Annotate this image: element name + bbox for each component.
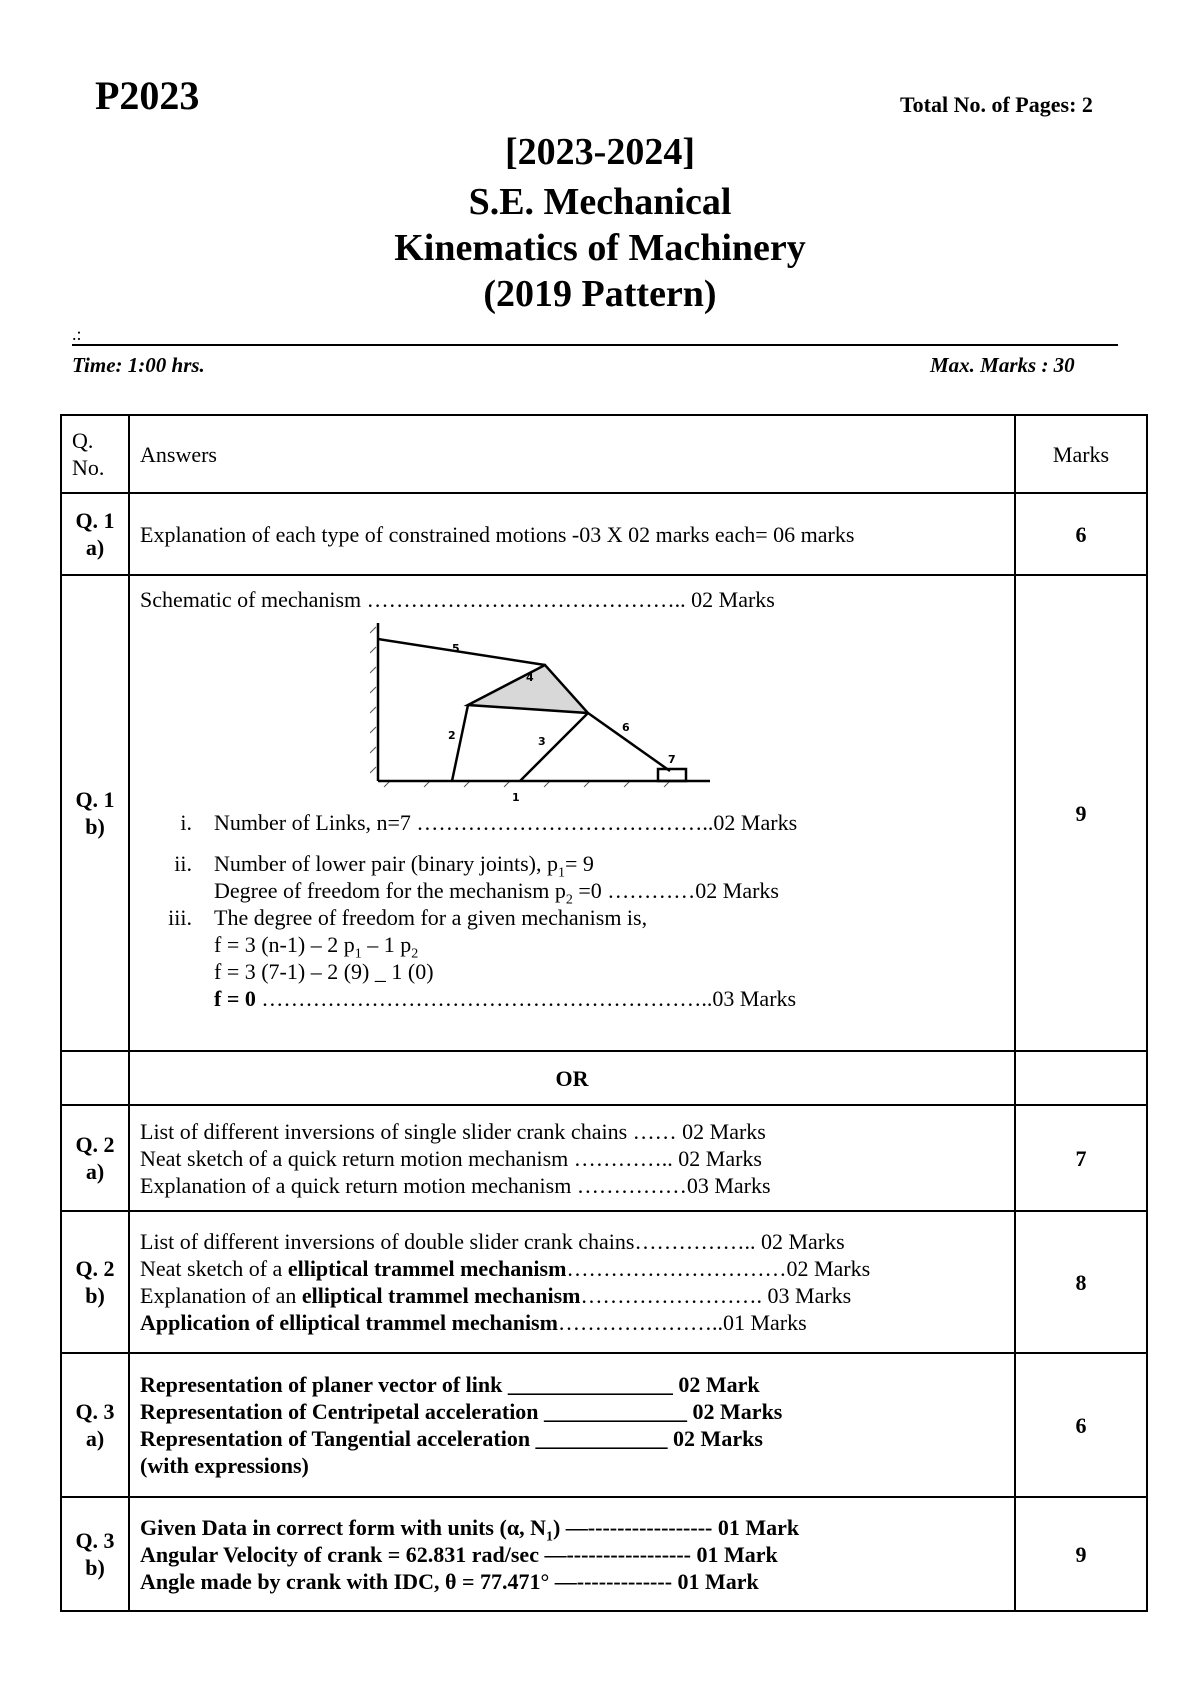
answer-cell bbox=[129, 1105, 1015, 1211]
answer-line: Application of elliptical trammel mechanism…………………..01 Marks bbox=[140, 1310, 807, 1335]
subject-title: Kinematics of Machinery bbox=[394, 227, 806, 269]
list-item: i. Number of Links, n=7 …………………………………..02 Marks bbox=[180, 810, 798, 835]
paper-code: P2023 bbox=[95, 73, 200, 118]
course-title: S.E. Mechanical bbox=[468, 181, 732, 223]
marks-cell: 6 bbox=[1015, 1353, 1147, 1497]
mechanism-diagram bbox=[370, 619, 730, 809]
marks-cell: 9 bbox=[1015, 575, 1147, 1051]
schematic-line: Schematic of mechanism …………………………………….. 02 Marks bbox=[140, 587, 775, 612]
table-row-q3b bbox=[61, 1497, 1147, 1611]
q-number: Q. 2 b) bbox=[61, 1211, 129, 1353]
answer-cell bbox=[129, 575, 1015, 1051]
answer-line: Angle made by crank with IDC, θ = 77.471° —------------- 01 Mark bbox=[140, 1568, 759, 1594]
answer-line: Representation of Tangential acceleration ____________ 02 Marks bbox=[140, 1426, 763, 1451]
link-label: 3 bbox=[538, 735, 546, 748]
q-number: Q. 1 a) bbox=[61, 493, 129, 575]
marks-cell: 6 bbox=[1015, 493, 1147, 575]
list-item: f = 3 (n-1) – 2 $p_1 - 1$ $p_2$ bbox=[214, 932, 419, 962]
q-number: Q. 3 a) bbox=[61, 1353, 129, 1497]
answer-cell bbox=[129, 1353, 1015, 1497]
answer-line: Explanation of a quick return motion mechanism ……………03 Marks bbox=[140, 1172, 771, 1198]
q-number: Q. 2 a) bbox=[61, 1105, 129, 1211]
total-pages: Total No. of Pages: 2 bbox=[900, 92, 1093, 117]
answer-line: (with expressions) bbox=[140, 1453, 309, 1478]
exam-time: Time: 1:00 hrs. bbox=[72, 353, 205, 377]
answer-line: Given Data in correct form with units (α, $N_1$) —----------------- 01 Mark bbox=[140, 1514, 800, 1544]
q-number: Q. 3 b) bbox=[61, 1497, 129, 1611]
list-item: f = 0 ……………………………………………………..03 Marks bbox=[214, 986, 797, 1011]
marks-cell: 8 bbox=[1015, 1211, 1147, 1353]
answer-line: Neat sketch of a elliptical trammel mechanism…………………………02 Marks bbox=[140, 1256, 871, 1281]
answer-line: List of different inversions of single slider crank chains …… 02 Marks bbox=[140, 1118, 766, 1144]
table-row-q2b bbox=[61, 1211, 1147, 1353]
list-item: f = 3 (7-1) – 2 (9) _ 1 (0) bbox=[214, 959, 434, 984]
answer-line: Angular Velocity of crank = 62.831 rad/sec —----------------- 01 Mark bbox=[140, 1541, 778, 1567]
link-label: 5 bbox=[452, 642, 460, 655]
or-divider: OR bbox=[129, 1051, 1015, 1105]
q-number: Q. 1 b) bbox=[61, 575, 129, 1051]
q1b-steps bbox=[140, 809, 1004, 1012]
answer-cell bbox=[129, 493, 1015, 575]
answer-line: Neat sketch of a quick return motion mechanism ………….. 02 Marks bbox=[140, 1145, 762, 1171]
link-label: 7 bbox=[668, 753, 676, 766]
answer-line: Explanation of each type of constrained motions -03 X 02 marks each= 06 marks bbox=[140, 521, 855, 547]
link-label: 6 bbox=[622, 721, 630, 734]
link-label: 2 bbox=[448, 729, 456, 742]
exam-year: [2023-2024] bbox=[505, 131, 695, 173]
link-label: 1 bbox=[512, 791, 520, 804]
answer-line: Representation of planer vector of link _______________ 02 Mark bbox=[140, 1372, 760, 1397]
answer-cell bbox=[129, 1497, 1015, 1611]
answer-line: List of different inversions of double slider crank chains…………….. 02 Marks bbox=[140, 1229, 845, 1254]
link-label: 4 bbox=[526, 671, 534, 684]
header-divider bbox=[72, 344, 1118, 346]
answer-cell bbox=[129, 1211, 1015, 1353]
list-item: Degree of freedom for the mechanism $p_2 =0$ …………02 Marks bbox=[214, 878, 779, 908]
answer-table bbox=[60, 414, 1148, 1612]
col-answers-header: Answers bbox=[129, 415, 1015, 493]
list-item: iii. The degree of freedom for a given mechanism is, bbox=[168, 905, 648, 930]
table-row-q3a bbox=[61, 1353, 1147, 1497]
table-header bbox=[61, 415, 1147, 493]
max-marks: Max. Marks : 30 bbox=[930, 353, 1075, 377]
answer-line: Representation of Centripetal acceleration _____________ 02 Marks bbox=[140, 1399, 783, 1424]
pattern-title: (2019 Pattern) bbox=[483, 273, 717, 315]
marks-cell: 9 bbox=[1015, 1497, 1147, 1611]
answer-line: Explanation of an elliptical trammel mechanism……………………. 03 Marks bbox=[140, 1283, 852, 1308]
table-row-or bbox=[61, 1051, 1147, 1105]
table-row-q1a bbox=[61, 493, 1147, 575]
table-row-q1b bbox=[61, 575, 1147, 1051]
marks-cell: 7 bbox=[1015, 1105, 1147, 1211]
list-item: ii. Number of lower pair (binary joints), $p_1= 9$ bbox=[174, 851, 594, 881]
table-row-q2a bbox=[61, 1105, 1147, 1211]
col-marks-header: Marks bbox=[1015, 415, 1147, 493]
col-q-header: Q. No. bbox=[61, 415, 129, 493]
divider-mark: .: bbox=[72, 324, 82, 344]
